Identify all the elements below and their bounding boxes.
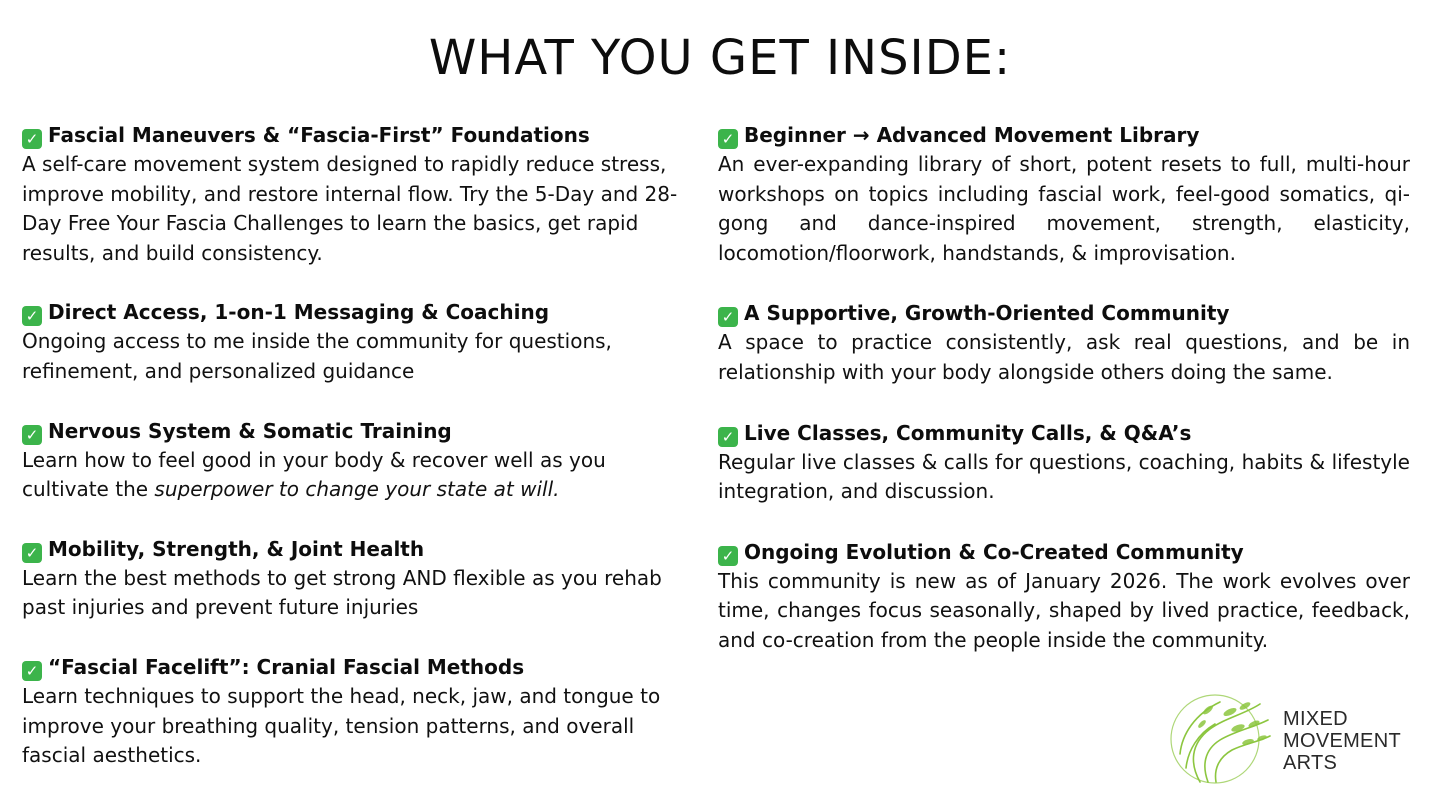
feature-description: This community is new as of January 2026. The work evolves over time, changes focus seasonally, shaped by lived practice, feedback, and co-creation from the people inside the community.	[718, 568, 1410, 652]
leaf-tree-logo-icon	[1160, 684, 1280, 784]
feature-description: Learn techniques to support the head, neck, jaw, and tongue to improve your breathing quality, tension patterns, and overall fascial aesthetics.	[22, 683, 661, 768]
check-mark-icon: ✓	[22, 543, 42, 563]
feature-item	[718, 418, 1410, 507]
feature-item	[22, 297, 682, 386]
check-mark-icon: ✓	[718, 427, 738, 447]
feature-item	[718, 120, 1410, 268]
feature-title: Beginner → Advanced Movement Library	[744, 123, 1200, 147]
check-mark-icon: ✓	[22, 661, 42, 681]
brand-name-line: ARTS	[1283, 752, 1338, 774]
feature-title: A Supportive, Growth-Oriented Community	[744, 301, 1230, 326]
feature-description-emphasis: superpower to change your state at will.	[154, 477, 560, 502]
check-mark-icon: ✓	[22, 129, 42, 149]
feature-title: Nervous System & Somatic Training	[48, 418, 452, 443]
feature-description: Learn the best methods to get strong AND flexible as you rehab past injuries and prevent future injuries	[22, 565, 662, 620]
feature-description: Regular live classes & calls for questions, coaching, habits & lifestyle integration, and discussion.	[718, 449, 1410, 504]
brand-name-line: MOVEMENT	[1283, 730, 1401, 752]
right-column	[718, 120, 1410, 656]
feature-item	[22, 120, 682, 268]
feature-description	[22, 446, 682, 505]
feature-description: A self-care movement system designed to rapidly reduce stress, improve mobility, and restore internal flow. Try the 5-Day and 28-Day Free Your Fascia Challenges to learn the basics, get rapid results, and build consistency.	[22, 152, 678, 265]
feature-item	[22, 652, 682, 771]
left-column	[22, 120, 682, 771]
feature-title: Ongoing Evolution & Co-Created Community	[744, 539, 1244, 564]
feature-description-text: Learn how to feel good in your body & recover well as you cultivate the	[22, 447, 606, 502]
feature-item	[22, 534, 682, 623]
feature-item	[22, 416, 682, 505]
feature-title: Live Classes, Community Calls, & Q&A’s	[744, 420, 1192, 445]
feature-title: Mobility, Strength, & Joint Health	[48, 536, 425, 561]
feature-title: Fascial Maneuvers & “Fascia-First” Foundations	[48, 123, 590, 147]
feature-item	[718, 298, 1410, 387]
brand-name-line: MIXED	[1283, 708, 1348, 730]
feature-item	[718, 537, 1410, 656]
feature-description: Ongoing access to me inside the community for questions, refinement, and personalized guidance	[22, 329, 612, 383]
brand-name	[1283, 708, 1401, 774]
feature-title: “Fascial Facelift”: Cranial Fascial Methods	[48, 654, 525, 679]
check-mark-icon: ✓	[718, 307, 738, 327]
feature-description: An ever-expanding library of short, potent resets to full, multi-hour workshops on topics including fascial work, feel-good somatics, qi-gong and dance-inspired movement, strength, elasticity, locomotion/floorwork, handstands, & improvisation.	[718, 152, 1410, 265]
feature-description: A space to practice consistently, ask real questions, and be in relationship with your body alongside others doing the same.	[718, 330, 1410, 384]
page-title: WHAT YOU GET INSIDE:	[428, 30, 1012, 86]
check-mark-icon: ✓	[22, 425, 42, 445]
feature-title: Direct Access, 1-on-1 Messaging & Coaching	[48, 300, 550, 325]
brand-logo	[1160, 684, 1420, 784]
check-mark-icon: ✓	[718, 546, 738, 566]
check-mark-icon: ✓	[718, 129, 738, 149]
check-mark-icon: ✓	[22, 306, 42, 326]
